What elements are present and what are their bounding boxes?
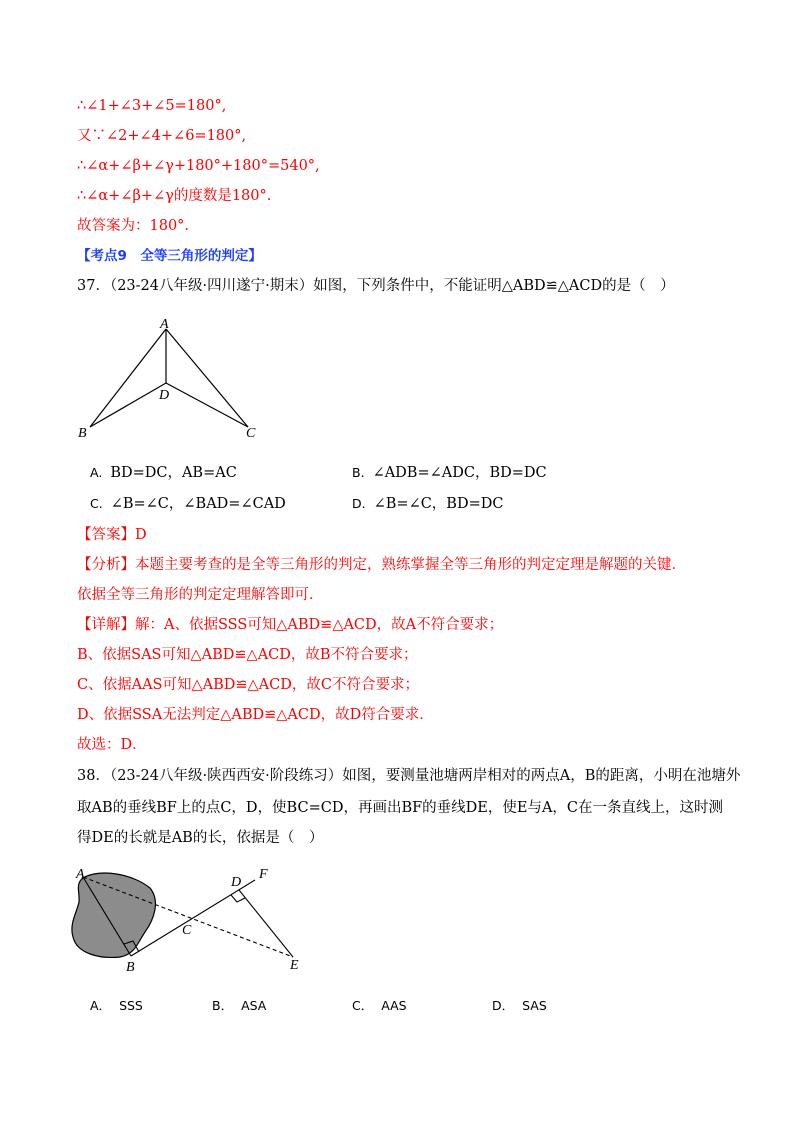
q37-segment-AC <box>166 329 248 427</box>
q38-label-B: B <box>126 960 135 975</box>
q37-label-D: D <box>159 388 170 403</box>
q38-stem-line-1: 38．（23-24八年级·陕西西安·阶段练习）如图，要测量池塘两岸相对的两点A，B的距离，小明在池塘外 <box>77 768 741 784</box>
solution-line-1: ∴∠1+∠3+∠5=180°, <box>77 98 227 114</box>
q38-option-a[interactable]: A． SSS <box>90 998 143 1013</box>
q37-label-A: A <box>160 317 169 332</box>
q38-segment-DE <box>239 890 293 957</box>
q37-option-c[interactable]: C. ∠B=∠C，∠BAD=∠CAD <box>90 496 286 512</box>
q37-stem: 37．（23-24八年级·四川遂宁·期末）如图，下列条件中，不能证明△ABD≌△ACD的是（ ） <box>77 278 675 294</box>
solution-line-4: ∴∠α+∠β+∠γ的度数是180°. <box>77 188 272 204</box>
q38-label-E: E <box>290 958 299 973</box>
q37-answer: 【答案】D <box>77 527 147 543</box>
pond-shape <box>72 873 156 957</box>
q37-choice: 故选：D． <box>77 737 147 753</box>
q38-label-F: F <box>259 867 268 882</box>
q37-detail-line-3: C、依据AAS可知△ABD≌△ACD，故C不符合要求； <box>77 677 419 693</box>
q37-option-d[interactable]: D. ∠B=∠C，BD=DC <box>352 496 504 512</box>
q37-analysis-line-1: 【分析】本题主要考查的是全等三角形的判定，熟练掌握全等三角形的判定定理是解题的关键． <box>77 557 686 573</box>
q38-option-b[interactable]: B． ASA <box>212 998 267 1013</box>
q37-option-b[interactable]: B. ∠ADB=∠ADC，BD=DC <box>352 465 547 481</box>
q37-option-a[interactable]: A. BD=DC，AB=AC <box>90 465 237 481</box>
q37-detail-line-1: 【详解】解：A、依据SSS可知△ABD≌△ACD，故A不符合要求； <box>77 617 504 633</box>
q37-segment-BD <box>90 383 166 427</box>
q38-figure <box>65 862 325 982</box>
q37-figure <box>70 315 270 445</box>
q38-right-angle-D <box>231 895 245 902</box>
solution-answer-line: 故答案为：180°. <box>77 218 190 234</box>
solution-line-3: ∴∠α+∠β+∠γ+180°+180°=540°, <box>77 158 320 174</box>
q38-label-A: A <box>76 867 85 882</box>
solution-line-2: 又∵∠2+∠4+∠6=180°, <box>77 128 247 144</box>
q38-option-c[interactable]: C． AAS <box>352 998 407 1013</box>
q37-analysis-line-2: 依据全等三角形的判定定理解答即可． <box>77 587 324 603</box>
q38-option-d[interactable]: D． SAS <box>492 998 547 1013</box>
q38-label-D: D <box>231 875 242 890</box>
q38-label-C: C <box>182 923 192 938</box>
q37-detail-line-4: D、依据SSA无法判定△ABD≌△ACD，故D符合要求． <box>77 707 434 723</box>
q38-stem-line-3: 得DE的长就是AB的长，依据是（ ） <box>77 830 324 846</box>
q37-label-B: B <box>78 426 87 441</box>
q38-stem-line-2: 取AB的垂线BF上的点C，D，使BC=CD，再画出BF的垂线DE，使E与A，C在一条直线上，这时测 <box>77 800 724 816</box>
section-title: 【考点9 全等三角形的判定】 <box>77 248 262 264</box>
q37-segment-AB <box>90 329 166 427</box>
q37-label-C: C <box>246 426 256 441</box>
q37-detail-line-2: B、依据SAS可知△ABD≌△ACD，故B不符合要求； <box>77 647 418 663</box>
q37-segment-CD <box>166 383 248 427</box>
